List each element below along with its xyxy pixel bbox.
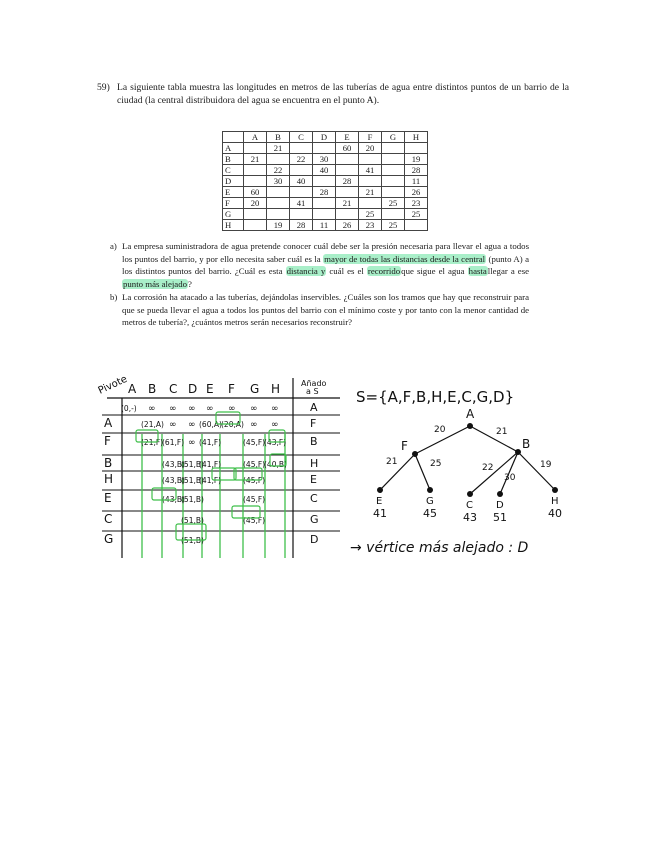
tree-leaf-label: E [376, 496, 383, 507]
row-header: H [223, 220, 244, 231]
table-cell [290, 143, 313, 154]
dijkstra-entry: ∞ [206, 404, 214, 414]
added-cell: D [310, 533, 319, 546]
tree-edge [518, 452, 555, 490]
table-cell [336, 165, 359, 176]
table-cell [267, 209, 290, 220]
table-cell: 28 [313, 187, 336, 198]
distance-table [222, 131, 428, 231]
highlight-distancia: distancia y [286, 266, 326, 276]
table-cell: 21 [336, 198, 359, 209]
table-cell [244, 143, 267, 154]
table-cell: 25 [405, 209, 428, 220]
table-cell: 40 [313, 165, 336, 176]
tree-leaf-label: C [466, 500, 473, 511]
dijkstra-entry: ∞ [250, 420, 258, 430]
table-cell [313, 176, 336, 187]
table-cell: 26 [336, 220, 359, 231]
dijkstra-entry: (20,A) [221, 420, 244, 429]
table-cell [359, 198, 382, 209]
tree-node-label: A [466, 407, 475, 421]
table-row [223, 154, 428, 165]
table-cell: 28 [336, 176, 359, 187]
table-cell: 25 [359, 209, 382, 220]
table-cell: 26 [405, 187, 428, 198]
tree-node-dot [412, 451, 418, 457]
dijkstra-column-g: G [250, 382, 260, 396]
column-header-f: F [359, 132, 382, 143]
table-cell: 21 [359, 187, 382, 198]
tree-node-dot [427, 487, 433, 493]
dijkstra-entry: (41,F) [199, 438, 222, 447]
dijkstra-column-c: C [169, 382, 178, 396]
table-cell [382, 176, 405, 187]
pivot-cell: A [104, 416, 113, 430]
dijkstra-entry: ∞ [271, 420, 279, 430]
dijkstra-entry: (41,F) [199, 460, 222, 469]
tree-node-dot [467, 491, 473, 497]
table-cell: 60 [244, 187, 267, 198]
part-b [110, 291, 529, 329]
pivot-cell: H [104, 472, 114, 486]
edge-weight: 21 [496, 427, 508, 437]
dijkstra-column-d: D [188, 382, 198, 396]
highlight-recorrido: recorrido [367, 266, 401, 276]
table-cell: 11 [313, 220, 336, 231]
tree-node-dot [377, 487, 383, 493]
dijkstra-entry: (51,B) [181, 495, 204, 504]
table-cell: 30 [267, 176, 290, 187]
pivot-header: Pivote [96, 373, 130, 397]
table-row [223, 187, 428, 198]
added-header-sub: a S [306, 387, 319, 396]
column-header-g: G [382, 132, 405, 143]
column-header-c: C [290, 132, 313, 143]
problem-text: La siguiente tabla muestra las longitudes en metros de las tuberías de agua entre distintos puntos de un barrio de la ciudad (la central distribuidora del agua se encuentra en el punto A). [117, 82, 569, 106]
row-header: G [223, 209, 244, 220]
column-header-b: B [267, 132, 290, 143]
tree-leaf-distance: 41 [373, 507, 387, 520]
table-cell: 19 [267, 220, 290, 231]
table-cell [405, 220, 428, 231]
table-row [223, 220, 428, 231]
row-header: E [223, 187, 244, 198]
pivot-cell: F [104, 434, 111, 448]
table-cell: 22 [290, 154, 313, 165]
edge-weight: 19 [540, 460, 552, 470]
highlight-hasta: hasta [468, 266, 487, 276]
table-cell [244, 220, 267, 231]
edge-weight: 30 [504, 473, 516, 483]
dijkstra-entry: (43,B) [162, 495, 185, 504]
shortest-path-tree [350, 372, 580, 532]
table-cell [244, 165, 267, 176]
table-cell [244, 209, 267, 220]
tree-edge [415, 454, 430, 490]
dijkstra-entry: (21,F) [141, 438, 164, 447]
conclusion-text: → vértice más alejado : D [350, 540, 529, 556]
dijkstra-entry: ∞ [188, 438, 196, 448]
row-header: C [223, 165, 244, 176]
table-cell [290, 209, 313, 220]
table-cell [313, 209, 336, 220]
table-cell: 28 [290, 220, 313, 231]
column-header-a: A [244, 132, 267, 143]
pivot-cell: E [104, 491, 112, 505]
edge-weight: 21 [386, 457, 398, 467]
added-cell: H [310, 457, 319, 470]
edge-weight: 22 [482, 463, 494, 473]
dijkstra-entry: ∞ [169, 404, 177, 414]
tree-leaf-distance: 40 [548, 507, 562, 520]
added-header: Añado [301, 379, 327, 388]
dijkstra-entry: (21,A) [141, 420, 164, 429]
table-cell: 21 [267, 143, 290, 154]
table-row [223, 143, 428, 154]
tree-leaf-label: G [426, 496, 434, 507]
tree-leaf-distance: 43 [463, 511, 477, 524]
tree-node-dot [552, 487, 558, 493]
dijkstra-entry: (45,F) [243, 516, 266, 525]
table-corner [223, 132, 244, 143]
dijkstra-entry: ∞ [188, 420, 196, 430]
tree-leaf-label: H [551, 496, 559, 507]
table-row [223, 209, 428, 220]
part-a-text-6: ? [188, 278, 192, 289]
question-parts [110, 240, 529, 330]
table-cell [359, 154, 382, 165]
dijkstra-entry: (43,F) [264, 438, 287, 447]
tree-leaf-distance: 51 [493, 511, 507, 524]
part-a-text-3: cuál es el [329, 266, 364, 276]
dijkstra-entry: (51,B) [181, 536, 204, 545]
table-cell: 23 [359, 220, 382, 231]
tree-node-dot [515, 449, 521, 455]
table-cell [382, 143, 405, 154]
table-cell: 28 [405, 165, 428, 176]
edge-weight: 25 [430, 459, 442, 469]
column-header-e: E [336, 132, 359, 143]
dijkstra-entry: (43,B) [162, 476, 185, 485]
tree-node-dot [497, 491, 503, 497]
table-cell: 40 [290, 176, 313, 187]
table-cell: 23 [405, 198, 428, 209]
dijkstra-entry: ∞ [271, 404, 279, 414]
part-a-text-5: llegar a ese [487, 266, 530, 276]
table-cell: 41 [290, 198, 313, 209]
table-cell [290, 187, 313, 198]
table-cell [336, 209, 359, 220]
table-cell: 25 [382, 198, 405, 209]
table-cell: 20 [359, 143, 382, 154]
dijkstra-entry: (45,F) [243, 476, 266, 485]
dijkstra-entry: ∞ [228, 404, 236, 414]
table-cell: 30 [313, 154, 336, 165]
visited-set-label: S={A,F,B,H,E,C,G,D} [356, 388, 515, 406]
dijkstra-entry: (51,B) [181, 476, 204, 485]
tree-leaf-label: D [496, 500, 504, 511]
row-header: B [223, 154, 244, 165]
dijkstra-entry: ∞ [148, 404, 156, 414]
table-cell: 19 [405, 154, 428, 165]
table-cell: 11 [405, 176, 428, 187]
added-cell: C [310, 492, 318, 505]
dijkstra-entry: (45,F) [243, 438, 266, 447]
pivot-cell: G [104, 532, 114, 546]
table-row [223, 165, 428, 176]
dijkstra-entry: (45,F) [243, 460, 266, 469]
table-cell: 41 [359, 165, 382, 176]
tree-node-dot [467, 423, 473, 429]
pivot-cell: C [104, 512, 113, 526]
tree-node-label: F [401, 439, 408, 453]
dijkstra-entry: ∞ [188, 404, 196, 414]
table-cell: 25 [382, 220, 405, 231]
table-cell [359, 176, 382, 187]
table-cell [290, 165, 313, 176]
part-a-text-2: (punto A) a los distintos puntos del barrio. ¿Cuál es esta [122, 253, 530, 276]
dijkstra-entry: (0,-) [121, 404, 137, 413]
table-cell: 22 [267, 165, 290, 176]
table-cell [382, 209, 405, 220]
tree-node-label: B [522, 437, 531, 451]
problem-statement [99, 81, 569, 107]
part-a-text-1: La empresa suministradora de agua pretende conocer cuál debe ser la presión necesaria para llevar el agua a todos los puntos del barrio, y por ello necesita saber cuál es la [122, 241, 529, 264]
table-cell [244, 176, 267, 187]
table-row [223, 176, 428, 187]
table-cell [313, 198, 336, 209]
added-cell: G [310, 513, 319, 526]
added-cell: F [310, 417, 317, 430]
dijkstra-column-e: E [206, 382, 214, 396]
table-row [223, 198, 428, 209]
table-cell [267, 154, 290, 165]
table-cell: 60 [336, 143, 359, 154]
part-a-text-4: que sigue el agua [401, 266, 465, 276]
added-cell: B [310, 435, 318, 448]
edge-weight: 20 [434, 425, 446, 435]
tree-leaf-distance: 45 [423, 507, 437, 520]
dijkstra-column-h: H [271, 382, 281, 396]
dijkstra-entry: (41,F) [199, 476, 222, 485]
pivot-cell: B [104, 456, 113, 470]
row-header: A [223, 143, 244, 154]
part-b-text: La corrosión ha atacado a las tuberías, dejándolas inservibles. ¿Cuáles son los tramos que hay que reconstruir para que se pueda llevar el agua a todos los puntos del barrio con el mínimo coste y por tanto con la menor cantidad de metros de tubería?, ¿cuántos metros serán necesarios reconstruir? [122, 292, 529, 327]
dijkstra-table [92, 372, 342, 562]
table-cell [336, 187, 359, 198]
dijkstra-column-a: A [128, 382, 137, 396]
dijkstra-column-b: B [148, 382, 157, 396]
dijkstra-entry: (45,F) [243, 495, 266, 504]
highlight-punto-alejado: punto más alejado [123, 278, 188, 289]
part-a [110, 240, 529, 290]
problem-number: 59) [97, 82, 110, 93]
table-cell [313, 143, 336, 154]
dijkstra-entry: (40,B) [264, 460, 287, 469]
row-header: F [223, 198, 244, 209]
table-cell [336, 154, 359, 165]
dijkstra-column-f: F [228, 382, 235, 396]
table-cell [267, 198, 290, 209]
part-a-label: a) [110, 241, 117, 251]
table-cell: 20 [244, 198, 267, 209]
dijkstra-entry: (51,B) [181, 516, 204, 525]
dijkstra-entry: ∞ [250, 404, 258, 414]
column-header-d: D [313, 132, 336, 143]
highlight-mayor-distancia: mayor de todas las distancias desde la central [324, 253, 486, 264]
added-cell: E [310, 473, 317, 486]
table-cell: 21 [244, 154, 267, 165]
table-cell [382, 187, 405, 198]
table-cell [382, 154, 405, 165]
dijkstra-entry: ∞ [169, 420, 177, 430]
part-b-label: b) [110, 292, 118, 302]
dijkstra-entry: (61,F) [162, 438, 185, 447]
dijkstra-entry: (51,B) [181, 460, 204, 469]
table-cell [267, 187, 290, 198]
added-cell: A [310, 401, 318, 414]
tree-edge [470, 426, 518, 452]
dijkstra-entry: (43,B) [162, 460, 185, 469]
table-cell [405, 143, 428, 154]
dijkstra-entry: (60,A) [199, 420, 222, 429]
table-cell [382, 165, 405, 176]
row-header: D [223, 176, 244, 187]
column-header-h: H [405, 132, 428, 143]
